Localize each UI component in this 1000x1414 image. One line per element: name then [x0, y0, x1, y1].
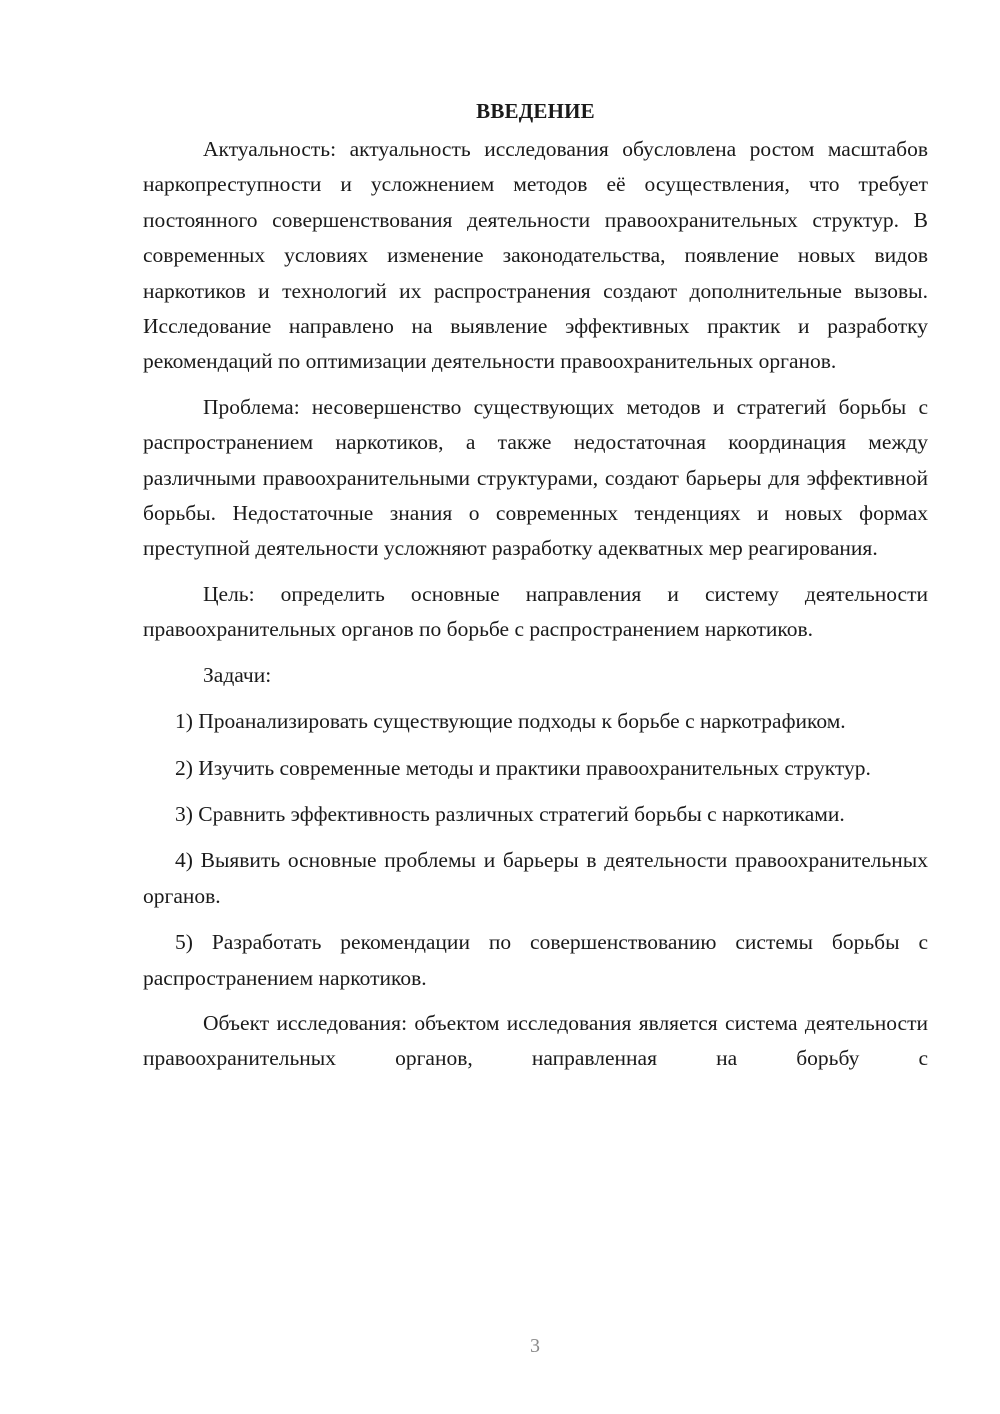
page-content	[143, 96, 928, 1077]
list-item-task-1: 1) Проанализировать существующие подходы к борьбе с наркотрафиком.	[175, 709, 846, 734]
list-item-task-3: 3) Сравнить эффективность различных стратегий борьбы с наркотиками.	[175, 801, 845, 826]
list-item-task-5: 5) Разработать рекомендации по совершенствованию системы борьбы с распространением наркотиков.	[143, 930, 928, 990]
section-title: ВВЕДЕНИЕ	[476, 99, 595, 123]
paragraph-relevance: Актуальность: актуальность исследования обусловлена ростом масштабов наркопреступности и усложнением методов её осуществления, что требует постоянного совершенствования деятельности правоохранительных структур. В современных условиях изменение законодательства, появление новых видов наркотиков и технологий их распространения создают дополнительные вызовы. Исследование направлено на выявление эффективных практик и разработку рекомендаций по оптимизации деятельности правоохранительных органов.	[143, 137, 928, 374]
list-item-task-2: 2) Изучить современные методы и практики правоохранительных структур.	[175, 755, 871, 780]
list-item-task-4: 4) Выявить основные проблемы и барьеры в деятельности правоохранительных органов.	[143, 848, 928, 908]
paragraph-goal: Цель: определить основные направления и систему деятельности правоохранительных органов по борьбе с распространением наркотиков.	[143, 581, 928, 642]
paragraph-object: Объект исследования: объектом исследования является система деятельности правоохранительных органов, направленная на борьбу с	[143, 1010, 928, 1071]
paragraph-problem: Проблема: несовершенство существующих методов и стратегий борьбы с распространением наркотиков, а также недостаточная координация между различными правоохранительными структурами, создают барьеры для эффективной борьбы. Недостаточные знания о современных тенденциях и новых формах преступной деятельности усложняют разработку адекватных мер реагирования.	[143, 394, 928, 561]
tasks-heading: Задачи:	[203, 662, 272, 687]
page-number: 3	[530, 1335, 540, 1357]
